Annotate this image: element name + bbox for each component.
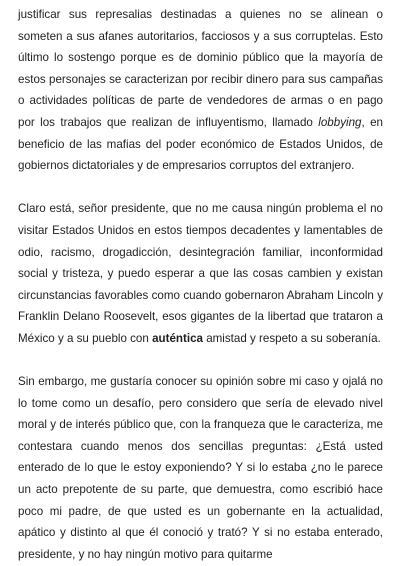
paragraph-3 xyxy=(18,371,383,565)
paragraph-2-text-b: amistad y respeto a su soberanía. xyxy=(202,331,381,345)
paragraph-1-text-a: justificar sus represalias destinadas a quienes no se alinean o someten a sus afanes autoritarios, facciosos y a sus corruptelas. Esto último lo sostengo porque es de dominio público que la mayoría de estos personajes se caracterizan por recibir dinero para sus campañas o actividades políticas de parte de vendedores de armas o en pago por los trabajos que realizan de influyentismo, llamado xyxy=(18,8,383,129)
paragraph-1-text-b: , en beneficio de las mafias del poder económico de Estados Unidos, de gobiernos dictatoriales y de empresarios corruptos del extranjero. xyxy=(18,115,383,173)
paragraph-1-italic-term: lobbying xyxy=(318,115,362,129)
paragraph-2 xyxy=(18,198,383,349)
paragraph-1 xyxy=(18,4,383,177)
paragraph-3-text: Sin embargo, me gustaría conocer su opinión sobre mi caso y ojalá no lo tome como un desafío, pero considero que sería de elevado nivel moral y de interés público que, con la franqueza que le caracteriza, me contestara cuando menos dos sencillas preguntas: ¿Está usted enterado de lo que le estoy exponiendo? Y si lo estaba ¿no le parece un acto prepotente de su parte, que demuestra, como escribió hace poco mi padre, de que usted es un gobernante en la actualidad, apático y distinto al que él conoció y trató? Y si no estaba enterado, presidente, y no hay ningún motivo para quitarme xyxy=(18,375,383,561)
paragraph-2-text-a: Claro está, señor presidente, que no me causa ningún problema el no visitar Estados Unidos en estos tiempos decadentes y lamentables de odio, racismo, drogadicción, desintegración familiar, inconformidad social y tristeza, y puedo esperar a que las cosas cambien y existan circunstancias favorables como cuando gobernaron Abraham Lincoln y Franklin Delano Roosevelt, esos gigantes de la libertad que trataron a México y a su pueblo con xyxy=(18,202,383,345)
document-page xyxy=(18,4,383,565)
paragraph-2-bold-word: auténtica xyxy=(152,331,203,345)
